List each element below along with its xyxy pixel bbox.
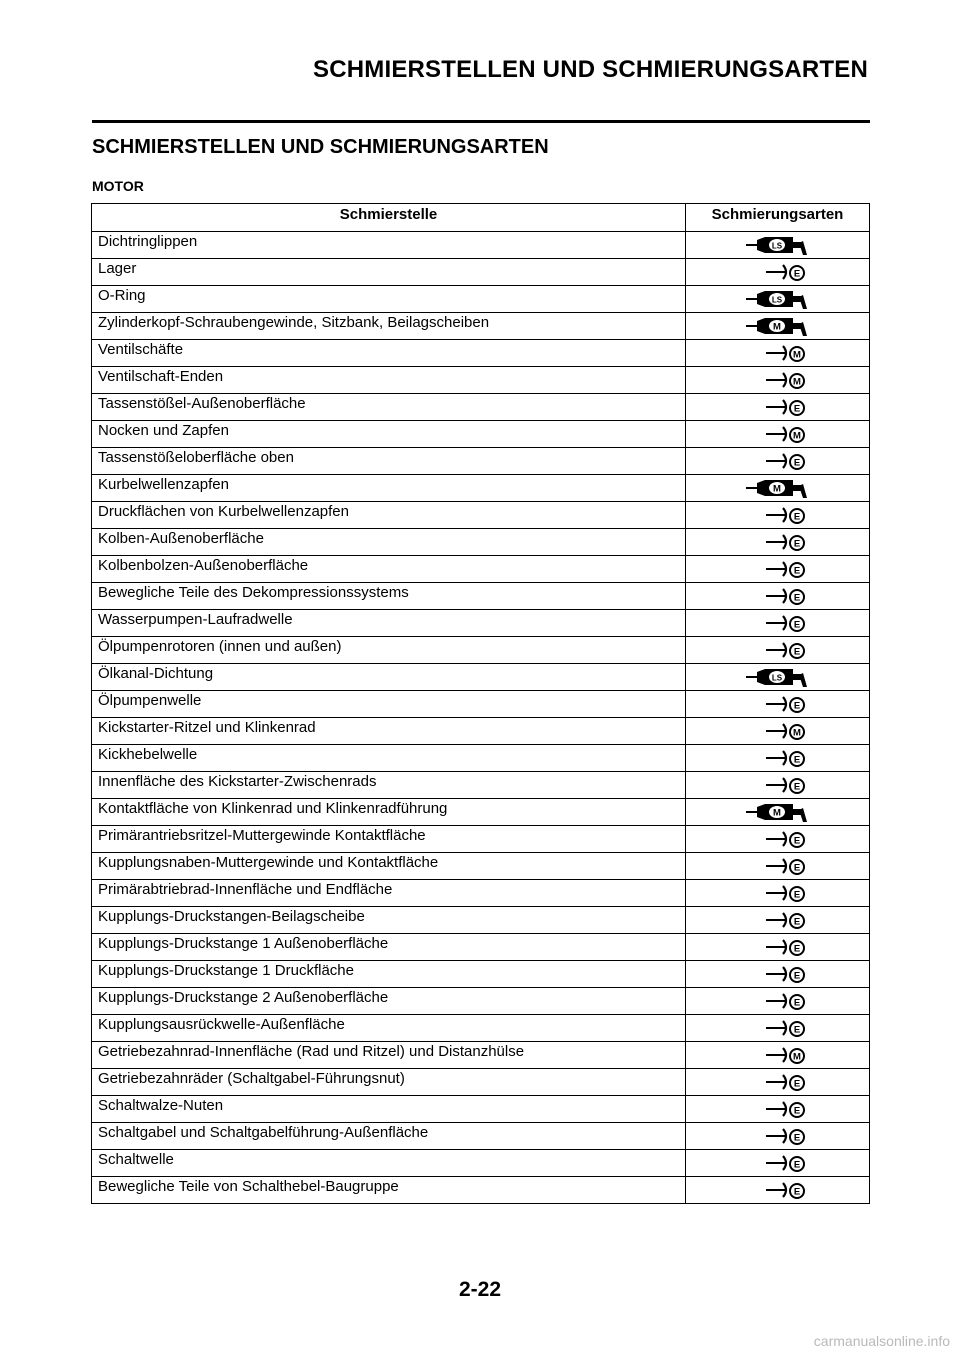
- table-row: [92, 880, 870, 907]
- lubricant-type: [686, 421, 870, 448]
- lubrication-point: O-Ring: [92, 286, 686, 313]
- lubrication-point: Nocken und Zapfen: [92, 421, 686, 448]
- lubricant-letter: E: [793, 646, 801, 658]
- lubricant-letter: E: [793, 781, 801, 793]
- engine-oil-icon: [765, 693, 809, 715]
- table-row: [92, 853, 870, 880]
- engine-oil-icon: [765, 1017, 809, 1039]
- table-row: [92, 988, 870, 1015]
- lubricant-type: [686, 826, 870, 853]
- lubrication-point: Getriebezahnrad-Innenfläche (Rad und Ritzel) und Distanzhülse: [92, 1042, 686, 1069]
- lubricant-letter: E: [793, 565, 801, 577]
- engine-oil-icon: [765, 1179, 809, 1201]
- lubrication-point: Getriebezahnräder (Schaltgabel-Führungsnut): [92, 1069, 686, 1096]
- table-row: [92, 799, 870, 826]
- lubrication-point: Zylinderkopf-Schraubengewinde, Sitzbank, Beilagscheiben: [92, 313, 686, 340]
- lubricant-type: [686, 448, 870, 475]
- lubricant-type: [686, 934, 870, 961]
- engine-oil-icon: [765, 558, 809, 580]
- lubrication-point: Druckflächen von Kurbelwellenzapfen: [92, 502, 686, 529]
- lubrication-point: Tassenstößeloberfläche oben: [92, 448, 686, 475]
- lubricant-type: [686, 394, 870, 421]
- lubrication-point: Kolben-Außenoberfläche: [92, 529, 686, 556]
- table-body: [92, 232, 870, 1204]
- lubricant-type: [686, 988, 870, 1015]
- lubricant-type: [686, 664, 870, 691]
- lubrication-point: Kurbelwellenzapfen: [92, 475, 686, 502]
- table-row: [92, 583, 870, 610]
- page-number: 2-22: [458, 1278, 502, 1301]
- engine-oil-icon: [765, 261, 809, 283]
- table-row: [92, 259, 870, 286]
- table-row: [92, 772, 870, 799]
- table-row: [92, 1177, 870, 1204]
- lubrication-point: Kontaktfläche von Klinkenrad und Klinkenradführung: [92, 799, 686, 826]
- lubricant-letter: LS: [771, 295, 783, 305]
- table-row: [92, 502, 870, 529]
- lubricant-type: [686, 961, 870, 988]
- lubricant-letter: E: [793, 997, 801, 1009]
- lubricant-type: [686, 1042, 870, 1069]
- lubricant-letter: E: [793, 943, 801, 955]
- lubricant-type: [686, 1015, 870, 1042]
- lubricant-type: [686, 1150, 870, 1177]
- lubricant-letter: E: [793, 403, 801, 415]
- lubricant-letter: E: [793, 538, 801, 550]
- lubricant-letter: E: [793, 889, 801, 901]
- column-header-part: Schmierstelle: [92, 204, 686, 232]
- molybdenum-oil-icon: [765, 720, 809, 742]
- grease-gun-ls-icon: [745, 666, 809, 688]
- engine-oil-icon: [765, 1125, 809, 1147]
- lubricant-type: [686, 718, 870, 745]
- engine-oil-icon: [765, 990, 809, 1012]
- lubrication-point: Wasserpumpen-Laufradwelle: [92, 610, 686, 637]
- engine-oil-icon: [765, 450, 809, 472]
- lubricant-letter: M: [793, 1051, 801, 1063]
- lubrication-point: Kupplungs-Druckstangen-Beilagscheibe: [92, 907, 686, 934]
- lubrication-point: Kolbenbolzen-Außenoberfläche: [92, 556, 686, 583]
- table-header-row: [92, 204, 870, 232]
- lubricant-type: [686, 232, 870, 259]
- lubrication-point: Kickstarter-Ritzel und Klinkenrad: [92, 718, 686, 745]
- lubricant-letter: LS: [771, 241, 783, 251]
- table-row: [92, 448, 870, 475]
- molybdenum-oil-icon: [765, 369, 809, 391]
- lubrication-point: Kupplungs-Druckstange 2 Außenoberfläche: [92, 988, 686, 1015]
- table-row: [92, 475, 870, 502]
- lubricant-letter: M: [793, 727, 801, 739]
- table-row: [92, 340, 870, 367]
- lubrication-point: Schaltwelle: [92, 1150, 686, 1177]
- lubricant-type: [686, 745, 870, 772]
- lubricant-letter: E: [793, 511, 801, 523]
- lubricant-letter: M: [793, 349, 801, 361]
- column-header-lubricant: Schmierungsarten: [686, 204, 870, 232]
- lubrication-point: Primärantriebsritzel-Muttergewinde Kontaktfläche: [92, 826, 686, 853]
- lubricant-type: [686, 1096, 870, 1123]
- lubricant-letter: E: [793, 457, 801, 469]
- table-row: [92, 529, 870, 556]
- lubricant-letter: M: [773, 483, 781, 495]
- lubricant-type: [686, 1069, 870, 1096]
- lubricant-letter: E: [793, 592, 801, 604]
- lubricant-type: [686, 853, 870, 880]
- grease-gun-ls-icon: [745, 288, 809, 310]
- lubrication-point: Tassenstößel-Außenoberfläche: [92, 394, 686, 421]
- lubrication-point: Bewegliche Teile von Schalthebel-Baugruppe: [92, 1177, 686, 1204]
- table-row: [92, 745, 870, 772]
- lubricant-letter: E: [793, 1024, 801, 1036]
- engine-oil-icon: [765, 504, 809, 526]
- lubricant-type: [686, 286, 870, 313]
- engine-oil-icon: [765, 1098, 809, 1120]
- table-row: [92, 367, 870, 394]
- grease-gun-molybdenum-icon: [745, 315, 809, 337]
- table-row: [92, 934, 870, 961]
- table-row: [92, 1042, 870, 1069]
- lubricant-type: [686, 367, 870, 394]
- table-row: [92, 232, 870, 259]
- lubrication-point: Dichtringlippen: [92, 232, 686, 259]
- lubricant-type: [686, 799, 870, 826]
- engine-oil-icon: [765, 909, 809, 931]
- engine-oil-icon: [765, 1071, 809, 1093]
- lubricant-letter: E: [793, 754, 801, 766]
- page-header-title: SCHMIERSTELLEN UND SCHMIERUNGSARTEN: [312, 56, 868, 83]
- lubricant-type: [686, 340, 870, 367]
- lubricant-letter: E: [793, 268, 801, 280]
- table-row: [92, 637, 870, 664]
- lubricant-letter: M: [773, 807, 781, 819]
- lubricant-letter: E: [793, 835, 801, 847]
- lubricant-type: [686, 637, 870, 664]
- table-row: [92, 610, 870, 637]
- table-row: [92, 907, 870, 934]
- lubricant-letter: E: [793, 1105, 801, 1117]
- lubrication-point: Schaltwalze-Nuten: [92, 1096, 686, 1123]
- lubrication-point: Ventilschaft-Enden: [92, 367, 686, 394]
- lubricant-letter: E: [793, 862, 801, 874]
- lubricant-type: [686, 529, 870, 556]
- lubricant-type: [686, 259, 870, 286]
- table-row: [92, 664, 870, 691]
- lubricant-letter: E: [793, 700, 801, 712]
- grease-gun-molybdenum-icon: [745, 801, 809, 823]
- lubricant-letter: E: [793, 1078, 801, 1090]
- table-row: [92, 1096, 870, 1123]
- lubricant-type: [686, 1177, 870, 1204]
- lubrication-point: Bewegliche Teile des Dekompressionssystems: [92, 583, 686, 610]
- table-row: [92, 961, 870, 988]
- lubrication-point: Kupplungsnaben-Muttergewinde und Kontaktfläche: [92, 853, 686, 880]
- lubrication-point: Kupplungs-Druckstange 1 Druckfläche: [92, 961, 686, 988]
- table-row: [92, 286, 870, 313]
- grease-gun-ls-icon: [745, 234, 809, 256]
- lubricant-type: [686, 907, 870, 934]
- lubricant-letter: E: [793, 619, 801, 631]
- table-row: [92, 1069, 870, 1096]
- lubricant-type: [686, 880, 870, 907]
- lubricant-letter: LS: [771, 673, 783, 683]
- lubricant-type: [686, 556, 870, 583]
- table-row: [92, 421, 870, 448]
- lubricant-type: [686, 691, 870, 718]
- watermark: carmanualsonline.info: [813, 1333, 950, 1349]
- subsection-title: MOTOR: [92, 178, 144, 194]
- lubricant-type: [686, 313, 870, 340]
- lubricant-letter: E: [793, 1186, 801, 1198]
- table-row: [92, 691, 870, 718]
- engine-oil-icon: [765, 963, 809, 985]
- table-row: [92, 394, 870, 421]
- engine-oil-icon: [765, 531, 809, 553]
- lubricant-letter: E: [793, 916, 801, 928]
- lubrication-point: Ölpumpenrotoren (innen und außen): [92, 637, 686, 664]
- table-row: [92, 556, 870, 583]
- molybdenum-oil-icon: [765, 1044, 809, 1066]
- lubrication-point: Kupplungsausrückwelle-Außenfläche: [92, 1015, 686, 1042]
- engine-oil-icon: [765, 828, 809, 850]
- lubricant-type: [686, 583, 870, 610]
- table-row: [92, 1150, 870, 1177]
- lubricant-letter: M: [773, 321, 781, 333]
- molybdenum-oil-icon: [765, 342, 809, 364]
- lubrication-point: Kickhebelwelle: [92, 745, 686, 772]
- engine-oil-icon: [765, 747, 809, 769]
- engine-oil-icon: [765, 882, 809, 904]
- table-row: [92, 826, 870, 853]
- engine-oil-icon: [765, 639, 809, 661]
- lubrication-point: Ölkanal-Dichtung: [92, 664, 686, 691]
- table-row: [92, 1015, 870, 1042]
- engine-oil-icon: [765, 612, 809, 634]
- engine-oil-icon: [765, 396, 809, 418]
- lubrication-point: Ölpumpenwelle: [92, 691, 686, 718]
- lubrication-point: Lager: [92, 259, 686, 286]
- molybdenum-oil-icon: [765, 423, 809, 445]
- section-title: SCHMIERSTELLEN UND SCHMIERUNGSARTEN: [92, 136, 549, 158]
- lubrication-table: [91, 203, 870, 1204]
- lubricant-type: [686, 1123, 870, 1150]
- table-row: [92, 1123, 870, 1150]
- lubrication-point: Ventilschäfte: [92, 340, 686, 367]
- lubricant-type: [686, 772, 870, 799]
- lubricant-type: [686, 475, 870, 502]
- lubrication-point: Kupplungs-Druckstange 1 Außenoberfläche: [92, 934, 686, 961]
- engine-oil-icon: [765, 1152, 809, 1174]
- engine-oil-icon: [765, 855, 809, 877]
- engine-oil-icon: [765, 936, 809, 958]
- lubricant-letter: E: [793, 970, 801, 982]
- header-divider: [92, 120, 870, 123]
- lubrication-point: Schaltgabel und Schaltgabelführung-Außenfläche: [92, 1123, 686, 1150]
- lubricant-letter: E: [793, 1159, 801, 1171]
- engine-oil-icon: [765, 774, 809, 796]
- lubricant-letter: E: [793, 1132, 801, 1144]
- lubricant-type: [686, 502, 870, 529]
- table-row: [92, 313, 870, 340]
- lubricant-type: [686, 610, 870, 637]
- grease-gun-molybdenum-icon: [745, 477, 809, 499]
- table-row: [92, 718, 870, 745]
- engine-oil-icon: [765, 585, 809, 607]
- lubrication-point: Innenfläche des Kickstarter-Zwischenrads: [92, 772, 686, 799]
- lubricant-letter: M: [793, 376, 801, 388]
- lubrication-point: Primärabtriebrad-Innenfläche und Endfläche: [92, 880, 686, 907]
- lubricant-letter: M: [793, 430, 801, 442]
